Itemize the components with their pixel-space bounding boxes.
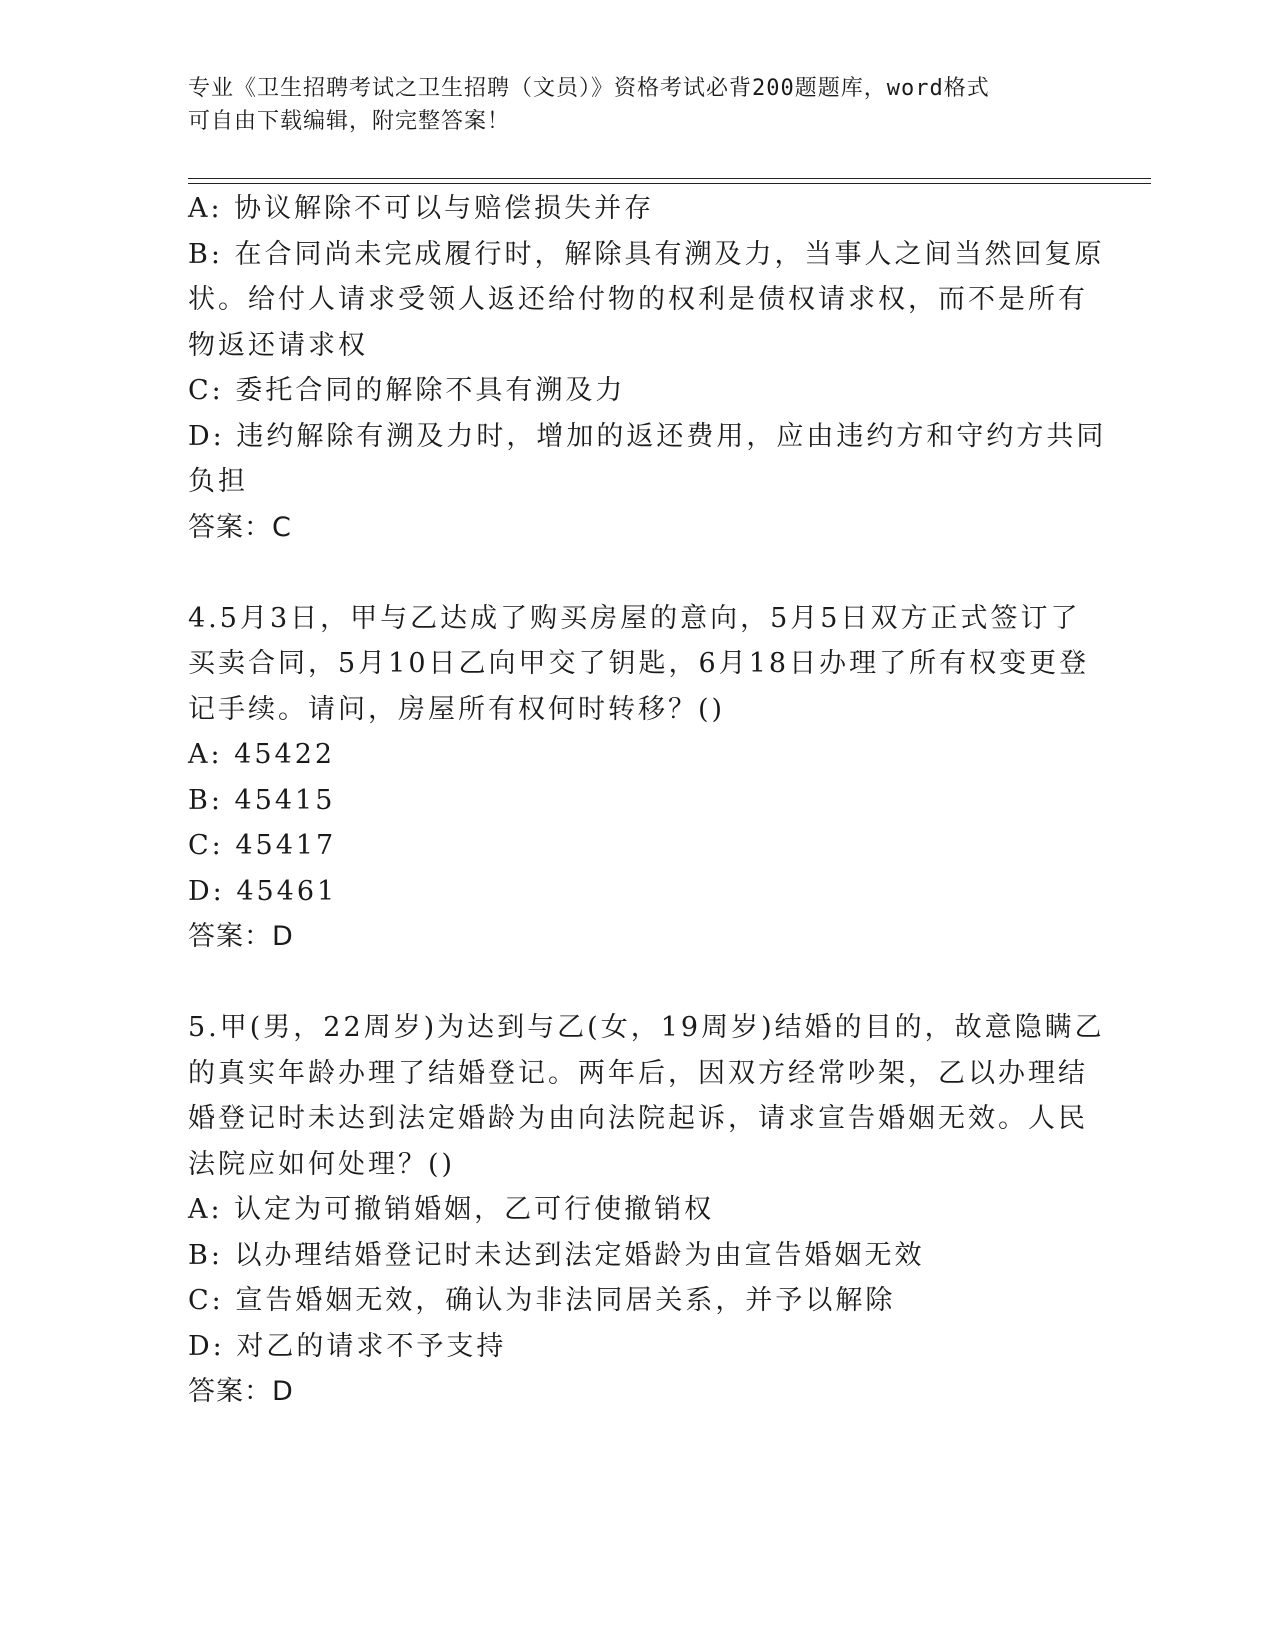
option-c: C: 45417: [188, 830, 337, 861]
spacer: [188, 960, 1068, 1006]
option-c: C: 宣告婚姻无效，确认为非法同居关系，并予以解除: [188, 1285, 896, 1316]
header-divider-bottom: [188, 183, 1151, 184]
question-3: [188, 186, 1107, 550]
question-content: [188, 186, 1107, 1415]
option-b-line-3: 物返还请求权: [188, 329, 368, 361]
option-b-line-2: 状。给付人请求受领人返还给付物的权利是债权请求权，而不是所有: [188, 284, 1088, 315]
question-stem-line-2: 的真实年龄办理了结婚登记。两年后，因双方经常吵架，乙以办理结: [188, 1057, 1088, 1089]
question-5: [188, 1005, 1105, 1415]
option-a: A: 45422: [188, 739, 336, 770]
option-c: C: 委托合同的解除不具有溯及力: [188, 375, 626, 406]
question-4: [188, 596, 1090, 960]
answer: 答案：D: [188, 1376, 294, 1407]
spacer: [188, 550, 1068, 596]
question-stem-line-3: 婚登记时未达到法定婚龄为由向法院起诉，请求宣告婚姻无效。人民: [188, 1103, 1088, 1134]
document-header: [188, 72, 1068, 138]
option-b: B: 以办理结婚登记时未达到法定婚龄为由宣告婚姻无效: [188, 1239, 925, 1271]
option-b: B: 45415: [188, 784, 336, 816]
option-d: D: 对乙的请求不予支持: [188, 1330, 507, 1362]
header-line-2: 可自由下载编辑，附完整答案！: [188, 109, 511, 134]
question-stem-line-2: 买卖合同，5月10日乙向甲交了钥匙，6月18日办理了所有权变更登: [188, 648, 1090, 679]
option-b-line-1: B: 在合同尚未完成履行时，解除具有溯及力，当事人之间当然回复原: [188, 238, 1105, 270]
question-stem-line-1: 4.5月3日，甲与乙达成了购买房屋的意向，5月5日双方正式签订了: [188, 602, 1081, 634]
header-line-1: 专业《卫生招聘考试之卫生招聘（文员）》资格考试必背200题题库，word格式: [188, 76, 990, 101]
question-stem-line-4: 法院应如何处理？(): [188, 1148, 456, 1180]
option-d: D: 45461: [188, 875, 338, 907]
answer: 答案：C: [188, 511, 292, 543]
header-divider-top: [188, 178, 1151, 179]
answer: 答案：D: [188, 921, 294, 952]
option-a: A: 认定为可撤销婚姻，乙可行使撤销权: [188, 1194, 715, 1225]
question-stem-line-3: 记手续。请问，房屋所有权何时转移？(): [188, 693, 726, 725]
question-stem-line-1: 5.甲(男，22周岁)为达到与乙(女，19周岁)结婚的目的，故意隐瞒乙: [188, 1012, 1105, 1043]
option-a: A: 协议解除不可以与赔偿损失并存: [188, 193, 655, 224]
option-d-line-2: 负担: [188, 466, 248, 497]
option-d-line-1: D: 违约解除有溯及力时，增加的返还费用，应由违约方和守约方共同: [188, 420, 1107, 452]
